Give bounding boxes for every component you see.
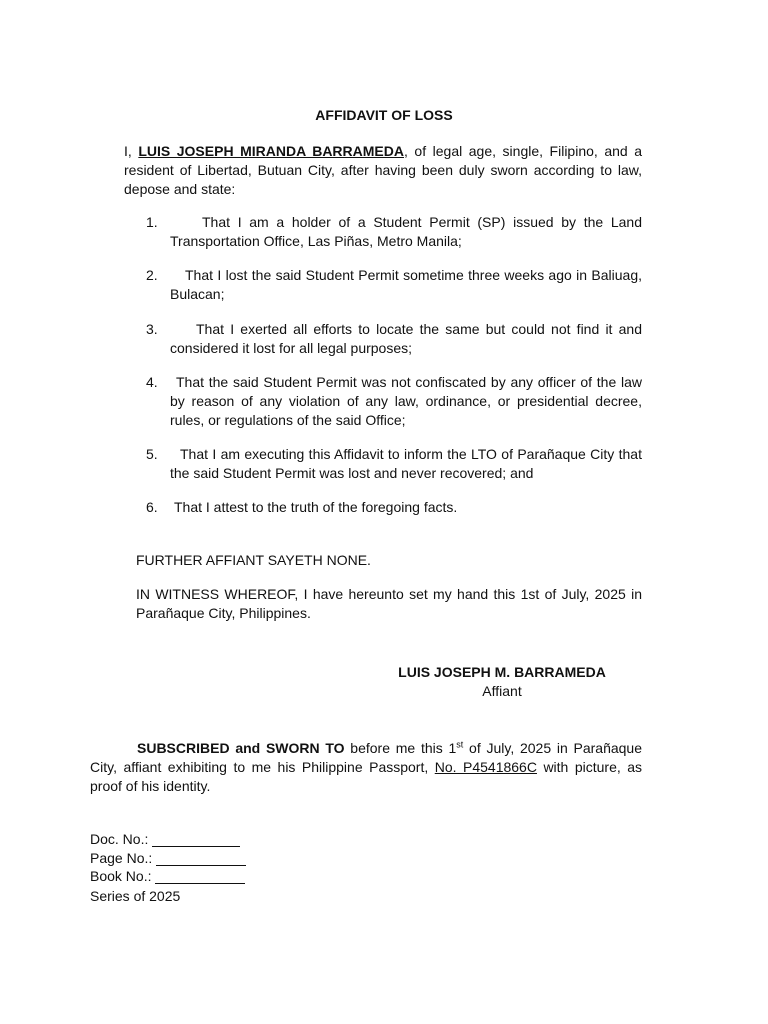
list-item <box>146 445 642 483</box>
doc-number-blank <box>152 831 240 847</box>
intro-prefix: I, <box>124 143 139 159</box>
page-number-label: Page No.: <box>90 850 153 866</box>
list-item <box>146 498 642 517</box>
list-item-text: That the said Student Permit was not confiscated by any officer of the law by reason of any violation of any law, ordinance, or presidential decree, rules, or regulations of the said Office; <box>170 374 642 428</box>
affiant-role-label: Affiant <box>482 683 522 699</box>
book-number-label: Book No.: <box>90 868 152 884</box>
jurat-bold-phrase: SUBSCRIBED and SWORN TO <box>137 740 345 756</box>
list-item <box>146 373 642 430</box>
list-item <box>146 320 642 358</box>
page-number-line <box>90 849 390 868</box>
jurat-text-3: with picture, as proof of his identity. <box>90 759 643 794</box>
list-item-number: 1. <box>146 214 158 230</box>
jurat-text-1: before me this 1 <box>344 740 457 756</box>
jurat-paragraph <box>90 739 642 796</box>
list-item-text: That I lost the said Student Permit sometime three weeks ago in Baliuag, Bulacan; <box>170 267 642 302</box>
page-number-blank <box>156 850 246 866</box>
jurat-text-2: of July, 2025 in Parañaque City, affiant exhibiting to me his Philippine Passport, <box>90 740 643 775</box>
list-item-number: 6. <box>146 499 158 515</box>
list-item-text: That I am a holder of a Student Permit (SP) issued by the Land Transportation Office, Las Piñas, Metro Manila; <box>170 214 642 249</box>
intro-rest: , of legal age, single, Filipino, and a resident of Libertad, Butuan City, after having been duly sworn according to law, depose and state: <box>124 143 643 197</box>
list-item <box>146 213 642 251</box>
passport-number: No. P4541866C <box>434 759 537 775</box>
doc-number-label: Doc. No.: <box>90 831 149 847</box>
doc-number-line <box>90 830 390 849</box>
list-item-number: 4. <box>146 374 158 390</box>
witness-paragraph: IN WITNESS WHEREOF, I have hereunto set my hand this 1st of July, 2025 in Parañaque City, Philippines. <box>136 586 642 621</box>
document-title: AFFIDAVIT OF LOSS <box>315 107 453 123</box>
affiant-full-name: LUIS JOSEPH MIRANDA BARRAMEDA <box>138 143 404 159</box>
list-item-text: That I attest to the truth of the foregoing facts. <box>174 499 458 515</box>
series-line: Series of 2025 <box>90 888 181 904</box>
affiant-signature-name: LUIS JOSEPH M. BARRAMEDA <box>398 664 606 680</box>
list-item <box>146 266 642 304</box>
jurat-superscript: st <box>456 739 464 750</box>
book-number-line <box>90 867 390 886</box>
further-affiant-line: FURTHER AFFIANT SAYETH NONE. <box>136 552 371 568</box>
list-item-number: 5. <box>146 446 158 462</box>
intro-paragraph <box>124 142 642 199</box>
list-item-number: 2. <box>146 267 158 283</box>
list-item-text: That I exerted all efforts to locate the same but could not find it and considered it lost for all legal purposes; <box>170 321 642 356</box>
list-item-number: 3. <box>146 321 158 337</box>
book-number-blank <box>155 868 245 884</box>
list-item-text: That I am executing this Affidavit to inform the LTO of Parañaque City that the said Student Permit was lost and never recovered; and <box>170 446 642 481</box>
